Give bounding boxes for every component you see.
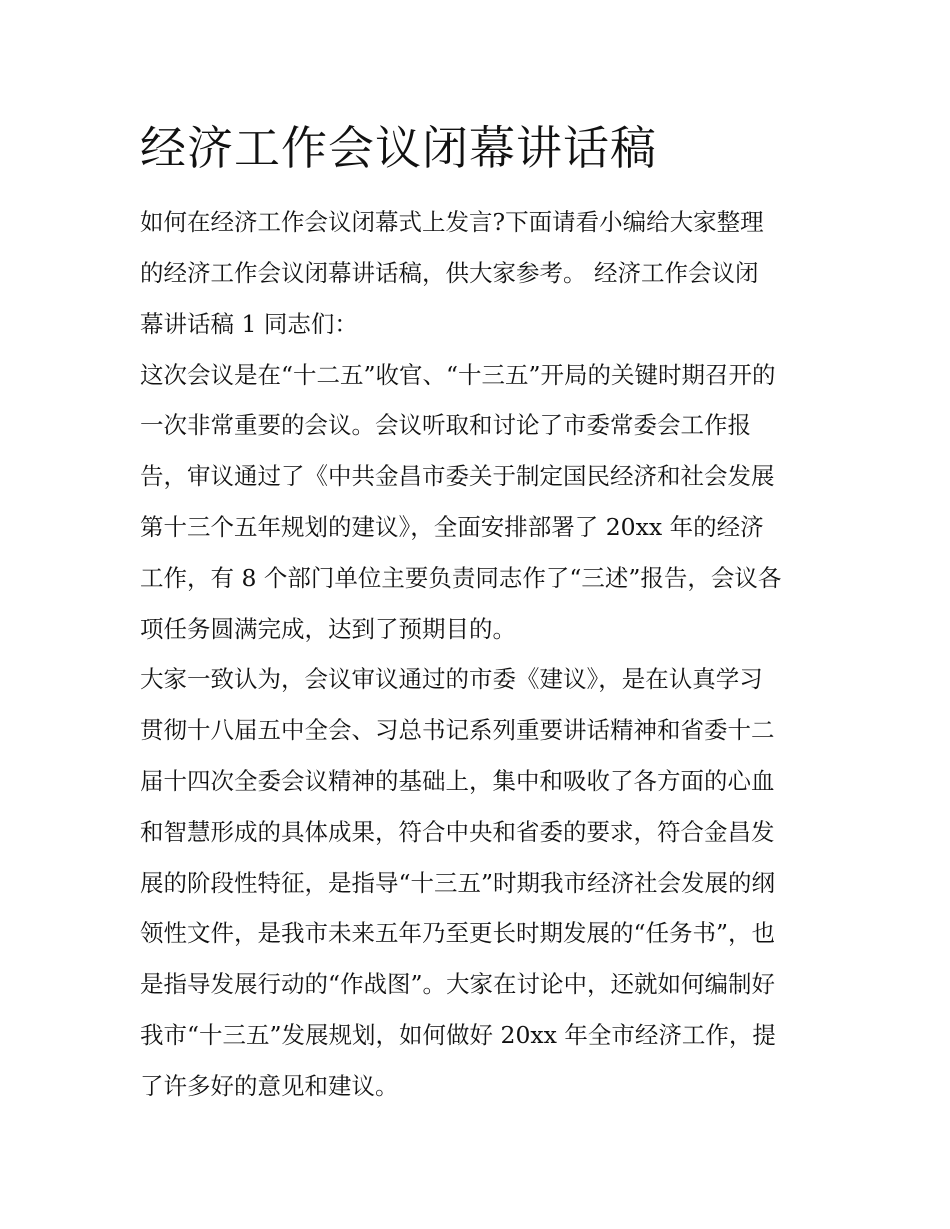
- body-line-5: 一次非常重要的会议。会议听取和讨论了市委常委会工作报: [140, 411, 751, 439]
- body-line-16: 是指导发展行动的“作战图”。大家在讨论中，还就如何编制好: [140, 970, 776, 998]
- body-line-4: 这次会议是在“十二五”收官、“十三五”开局的关键时期召开的: [140, 361, 776, 389]
- body-line-18: 了许多好的意见和建议。: [140, 1072, 399, 1100]
- body-line-13: 和智慧形成的具体成果，符合中央和省委的要求，符合金昌发: [140, 818, 775, 846]
- body-line-9: 项任务圆满完成，达到了预期目的。: [140, 615, 516, 643]
- body-line-2: 的经济工作会议闭幕讲话稿，供大家参考。 经济工作会议闭: [140, 259, 759, 287]
- document-title: 经济工作会议闭幕讲话稿: [140, 121, 657, 175]
- body-line-15: 领性文件，是我市未来五年乃至更长时期发展的“任务书”，也: [140, 919, 776, 947]
- body-line-14: 展的阶段性特征，是指导“十三五”时期我市经济社会发展的纲: [140, 869, 776, 897]
- body-line-12: 届十四次全委会议精神的基础上，集中和吸收了各方面的心血: [140, 767, 775, 795]
- body-line-6: 告，审议通过了《中共金昌市委关于制定国民经济和社会发展: [140, 462, 775, 490]
- body-line-1: 如何在经济工作会议闭幕式上发言?下面请看小编给大家整理: [140, 208, 764, 236]
- body-line-7: 第十三个五年规划的建议》，全面安排部署了 20xx 年的经济: [140, 513, 764, 541]
- body-line-10: 大家一致认为，会议审议通过的市委《建议》，是在认真学习: [140, 665, 763, 693]
- body-line-8: 工作，有 8 个部门单位主要负责同志作了“三述”报告，会议各: [140, 564, 782, 592]
- body-line-11: 贯彻十八届五中全会、习总书记系列重要讲话精神和省委十二: [140, 716, 775, 744]
- body-line-3: 幕讲话稿 1 同志们：: [140, 310, 358, 338]
- body-line-17: 我市“十三五”发展规划，如何做好 20xx 年全市经济工作，提: [140, 1021, 776, 1049]
